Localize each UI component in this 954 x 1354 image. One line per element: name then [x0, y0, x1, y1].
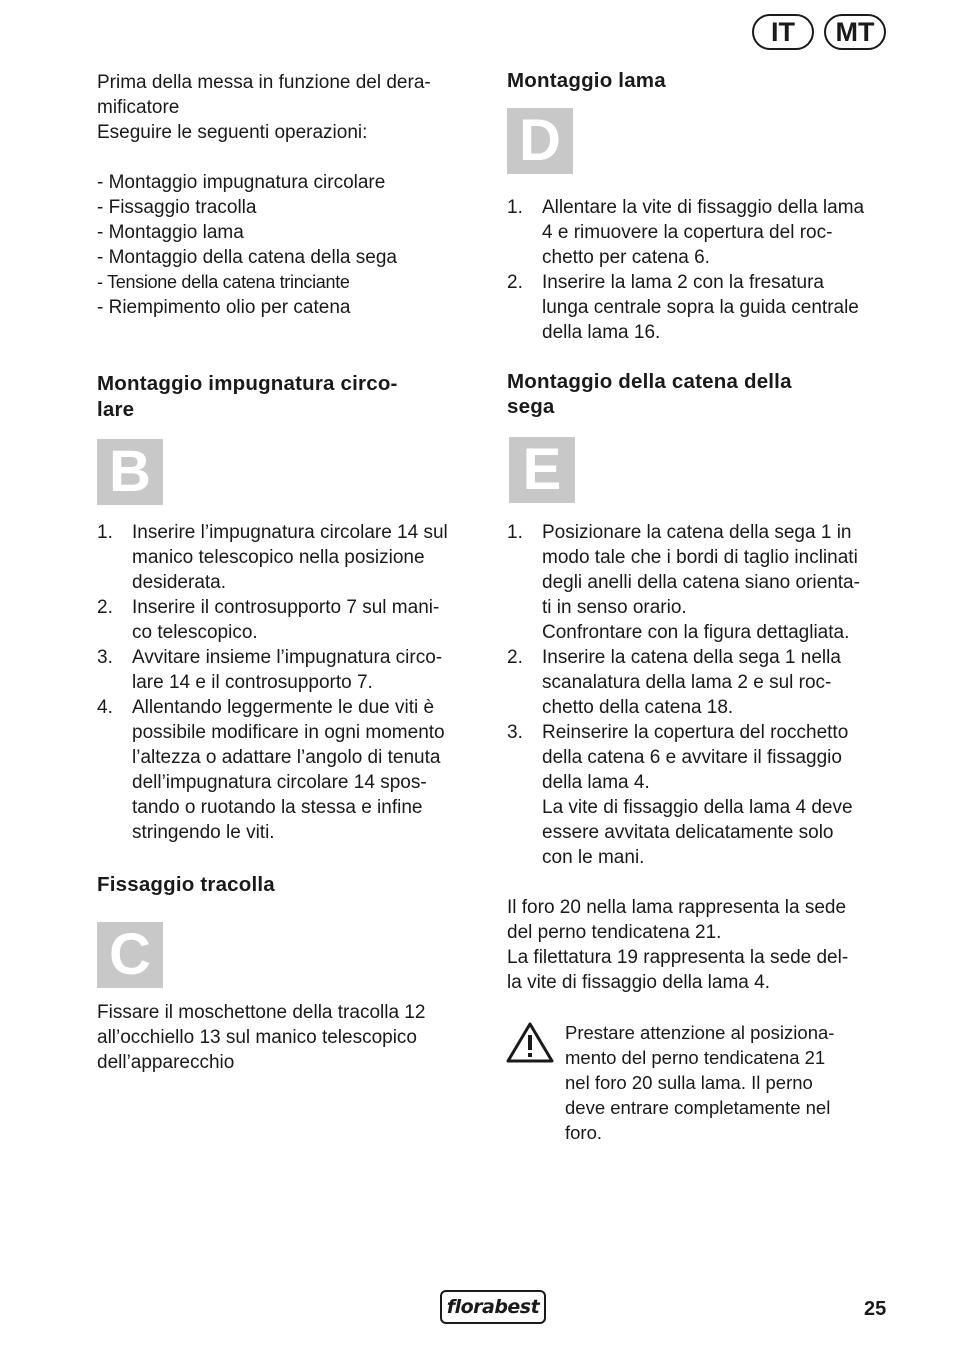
operation-item: - Montaggio lama	[97, 222, 244, 243]
list-item: 4. Allentando leggermente le due viti è possibile modificare in ogni momento l’altezza o adattare l’angolo di tenuta dell’impugnatura circolare 14 spos- tando o ruotando la stessa e infine stringendo le viti.	[97, 697, 445, 843]
section-c-text: Fissare il moschettone della tracolla 12 all’occhiello 13 sul manico telescopico dell’apparecchio	[97, 1002, 426, 1073]
list-item: 1. Inserire l’impugnatura circolare 14 sul manico telescopico nella posizione desiderata.	[97, 522, 448, 593]
list-item: 1. Allentare la vite di fissaggio della lama 4 e rimuovere la copertura del roc- chetto per catena 6.	[507, 197, 865, 268]
list-item: 3. Avvitare insieme l’impugnatura circo- lare 14 e il controsupporto 7.	[97, 647, 443, 693]
operation-item: - Riempimento olio per catena	[97, 297, 351, 318]
warning-icon	[505, 1020, 565, 1145]
language-badge-it: IT	[752, 14, 814, 50]
language-badges	[752, 14, 886, 50]
operations-list	[97, 170, 397, 320]
section-e-note: Il foro 20 nella lama rappresenta la sede del perno tendicatena 21. La filettatura 19 rappresenta la sede del- la vite di fissaggio della lama 4.	[507, 897, 849, 993]
list-item: 2. Inserire la lama 2 con la fresatura lunga centrale sopra la guida centrale della lama 16.	[507, 272, 859, 343]
page-number: 25	[864, 1298, 887, 1320]
section-b-title: Montaggio impugnatura circo- lare	[97, 372, 398, 421]
operation-item: - Fissaggio tracolla	[97, 197, 257, 218]
list-item: 2. Inserire la catena della sega 1 nella scanalatura della lama 2 e sul roc- chetto della catena 18.	[507, 647, 841, 718]
warning-block	[505, 1020, 905, 1145]
language-badge-mt: MT	[824, 14, 886, 50]
list-item: 3. Reinserire la copertura del rocchetto della catena 6 e avvitare il fissaggio della lama 4. La vite di fissaggio della lama 4 deve essere avvitata delicatamente solo con le mani.	[507, 722, 853, 868]
section-d-steps	[507, 195, 907, 345]
brand-logo: florabest	[440, 1290, 546, 1324]
operation-item: - Montaggio della catena della sega	[97, 247, 397, 268]
figure-d-label: D	[507, 108, 573, 174]
operation-item: - Tensione della catena trinciante	[97, 272, 350, 292]
section-d-title: Montaggio lama	[507, 69, 666, 92]
figure-b-label: B	[97, 439, 163, 505]
section-c-title: Fissaggio tracolla	[97, 873, 275, 896]
intro-text: Prima della messa in funzione del dera- mificatore Eseguire le seguenti operazioni:	[97, 72, 431, 143]
warning-text: Prestare attenzione al posiziona- mento del perno tendicatena 21 nel foro 20 sulla lama. Il perno deve entrare completamente nel foro.	[565, 1022, 835, 1143]
section-e-steps	[507, 520, 907, 870]
section-b-steps	[97, 520, 487, 845]
list-item: 2. Inserire il controsupporto 7 sul mani- co telescopico.	[97, 597, 440, 643]
list-item: 1. Posizionare la catena della sega 1 in modo tale che i bordi di taglio inclinati degli anelli della catena siano orienta- ti in senso orario. Confrontare con la figura dettagliata.	[507, 522, 860, 643]
section-e-title: Montaggio della catena della sega	[507, 370, 792, 418]
figure-e-label: E	[509, 437, 575, 503]
operation-item: - Montaggio impugnatura circolare	[97, 172, 386, 193]
figure-c-label: C	[97, 922, 163, 988]
